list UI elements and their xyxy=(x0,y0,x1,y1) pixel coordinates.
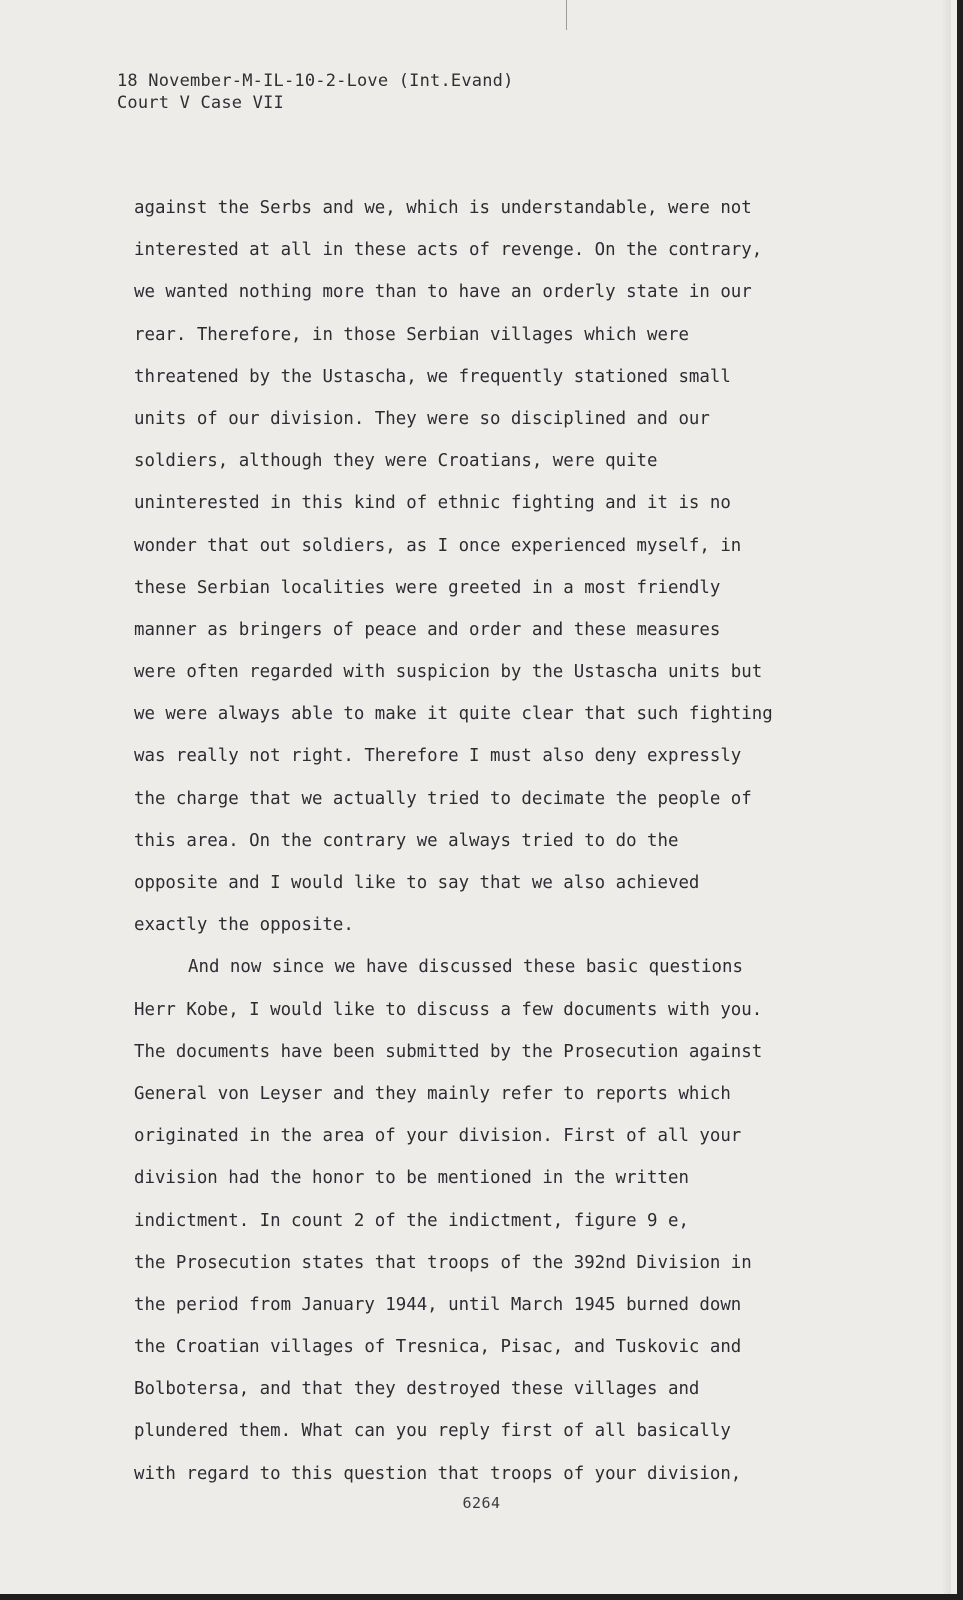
text-line: these Serbian localities were greeted in a most friendly xyxy=(134,577,721,598)
document-header xyxy=(117,70,514,114)
text-line: were often regarded with suspicion by the Ustascha units but xyxy=(134,662,763,683)
text-line: originated in the area of your division. First of all your xyxy=(134,1126,742,1147)
text-line: General von Leyser and they mainly refer to reports which xyxy=(134,1083,731,1104)
page-edge-shadow xyxy=(941,0,951,1594)
text-line: rear. Therefore, in those Serbian villages which were xyxy=(134,324,689,345)
text-line: the charge that we actually tried to decimate the people of xyxy=(134,788,752,809)
text-line: Herr Kobe, I would like to discuss a few documents with you. xyxy=(134,999,763,1020)
header-line-1: 18 November-M-IL-10-2-Love (Int.Evand) xyxy=(117,71,514,91)
text-line: plundered them. What can you reply first of all basically xyxy=(134,1421,731,1442)
text-line: division had the honor to be mentioned in the written xyxy=(134,1168,689,1189)
text-line: indictment. In count 2 of the indictment, figure 9 e, xyxy=(134,1210,689,1231)
text-line: the period from January 1944, until March 1945 burned down xyxy=(134,1294,742,1315)
fold-mark xyxy=(566,0,567,30)
text-line: opposite and I would like to say that we also achieved xyxy=(134,873,700,893)
transcript-body xyxy=(134,187,894,1495)
text-line: against the Serbs and we, which is understandable, were not xyxy=(134,198,752,218)
text-line: we were always able to make it quite clear that such fighting xyxy=(134,704,773,725)
text-line: threatened by the Ustascha, we frequently stationed small xyxy=(134,366,731,387)
page-number: 6264 xyxy=(462,1494,501,1512)
text-line: uninterested in this kind of ethnic fighting and it is no xyxy=(134,493,731,514)
text-line: the Prosecution states that troops of the 392nd Division in xyxy=(134,1252,752,1273)
text-line: with regard to this question that troops of your division, xyxy=(134,1463,742,1484)
text-line-paragraph-start: And now since we have discussed these basic questions xyxy=(188,957,743,978)
text-line: Bolbotersa, and that they destroyed these villages and xyxy=(134,1379,700,1400)
text-line: the Croatian villages of Tresnica, Pisac, and Tuskovic and xyxy=(134,1337,742,1358)
text-line: manner as bringers of peace and order and these measures xyxy=(134,619,721,640)
text-line: this area. On the contrary we always tried to do the xyxy=(134,830,679,851)
text-line: units of our division. They were so disciplined and our xyxy=(134,408,710,429)
text-line: The documents have been submitted by the Prosecution against xyxy=(134,1041,763,1062)
text-line: wonder that out soldiers, as I once experienced myself, in xyxy=(134,535,742,556)
header-line-2: Court V Case VII xyxy=(117,93,284,113)
text-line: soldiers, although they were Croatians, were quite xyxy=(134,451,658,472)
text-line: was really not right. Therefore I must also deny expressly xyxy=(134,746,742,767)
text-line: exactly the opposite. xyxy=(134,915,354,936)
text-line: interested at all in these acts of revenge. On the contrary, xyxy=(134,240,763,261)
text-line: we wanted nothing more than to have an orderly state in our xyxy=(134,282,752,303)
